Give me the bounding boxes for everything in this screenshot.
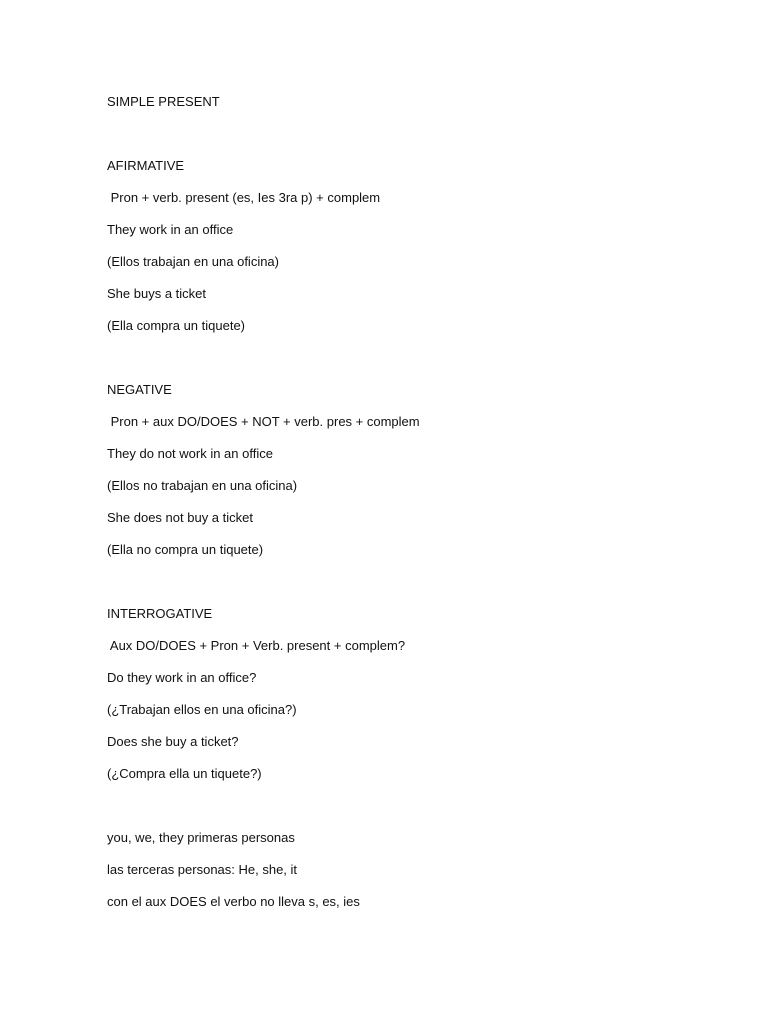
note-line-2: las terceras personas: He, she, it (107, 862, 298, 877)
negative-example-1: They do not work in an office (107, 446, 273, 461)
affirmative-example-2: She buys a ticket (107, 286, 206, 301)
affirmative-translation-1: (Ellos trabajan en una oficina) (107, 254, 279, 269)
affirmative-example-1: They work in an office (107, 222, 234, 237)
negative-translation-1: (Ellos no trabajan en una oficina) (107, 478, 298, 493)
affirmative-heading: AFIRMATIVE (107, 158, 185, 173)
negative-translation-2: (Ella no compra un tiquete) (107, 542, 264, 557)
affirmative-translation-2: (Ella compra un tiquete) (107, 318, 246, 333)
document-title: SIMPLE PRESENT (107, 94, 220, 109)
negative-heading: NEGATIVE (107, 382, 172, 397)
negative-formula: Pron + aux DO/DOES + NOT + verb. pres + complem (107, 414, 420, 429)
negative-example-2: She does not buy a ticket (107, 510, 253, 525)
note-line-1: you, we, they primeras personas (107, 830, 295, 845)
interrogative-translation-2: (¿Compra ella un tiquete?) (107, 766, 262, 781)
interrogative-heading: INTERROGATIVE (107, 606, 213, 621)
interrogative-formula: Aux DO/DOES + Pron + Verb. present + complem? (107, 638, 406, 653)
interrogative-example-2: Does she buy a ticket? (107, 734, 239, 749)
affirmative-formula: Pron + verb. present (es, Ies 3ra p) + complem (107, 190, 381, 205)
note-line-3: con el aux DOES el verbo no lleva s, es, ies (107, 894, 360, 909)
interrogative-translation-1: (¿Trabajan ellos en una oficina?) (107, 702, 297, 717)
interrogative-example-1: Do they work in an office? (107, 670, 257, 685)
